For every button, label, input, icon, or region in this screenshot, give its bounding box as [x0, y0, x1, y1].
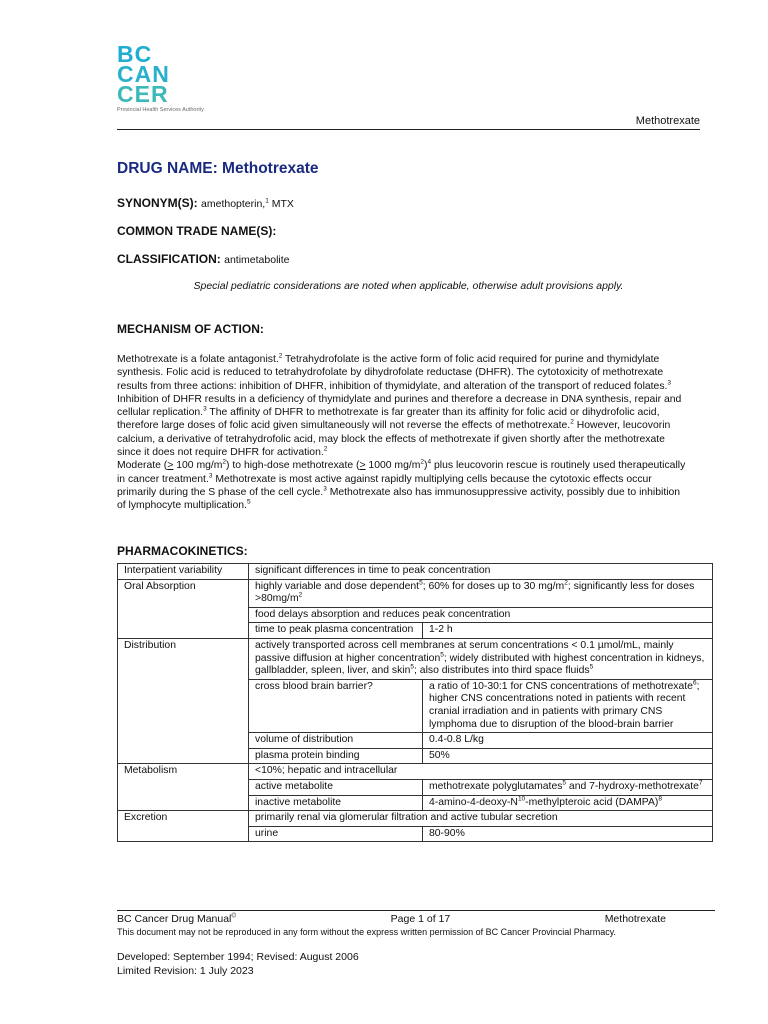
cell-urine-label: urine	[249, 826, 423, 842]
cell-inactive-label: inactive metabolite	[249, 795, 423, 811]
footer-revision: Limited Revision: 1 July 2023	[117, 965, 254, 977]
mechanism-paragraph-2: Moderate (> 100 $mg/m^2$) to high-dose methotrexate (> 1000 $mg/m^2)^4$ plus leucovorin rescue is routinely used therapeutically in cancer treatment.$^3$ Methotrexate is most active against rapidly multiplying cells because the cytotoxic effects occur primarily during the S phase of the cell cycle.$^3$ Methotrexate also has immunosuppressive activity, possibly due to inhibition of lymphocyte multiplication.$^5$	[117, 458, 686, 512]
cell-vd-value: 0.4-0.8 L/kg	[423, 733, 713, 749]
pediatric-note: Special pediatric considerations are noted when applicable, otherwise adult provisions apply.	[193, 280, 624, 292]
row-header-metabolism: Metabolism	[118, 764, 249, 811]
cell-bbb-value: a ratio of 10-30:1 for CNS concentrations of methotrexate$^6$; higher CNS concentrations noted in patients with recent cranial irradiation and in patients with primary CNS lymphoma due to disruption of the blood-brain barrier	[423, 679, 713, 732]
classification-label: CLASSIFICATION:	[117, 252, 221, 266]
footer-manual: BC Cancer Drug Manual©	[117, 912, 237, 925]
cell-oral-2: food delays absorption and reduces peak concentration	[249, 607, 713, 623]
row-header-oral: Oral Absorption	[118, 579, 249, 638]
footer-page: Page 1 of 17	[390, 913, 451, 925]
footer-line	[117, 913, 666, 925]
bc-cancer-logo	[117, 41, 237, 113]
synonyms-label: SYNONYM(S):	[117, 196, 198, 210]
cell-inactive-value: $4-amino-4-deoxy-N^{10}$-methylpteroic acid (DAMPA)$^8$	[423, 795, 713, 811]
cell-interpatient: significant differences in time to peak concentration	[249, 564, 713, 580]
cell-oral-1: highly variable and dose dependent$^5$; 60% for doses up to 30 $mg/m^2$; significantly less for doses $>80mg/m^2$	[249, 579, 713, 607]
table-row	[118, 811, 713, 827]
row-header-excretion: Excretion	[118, 811, 249, 842]
synonyms-field	[117, 196, 294, 210]
mechanism-text	[117, 353, 687, 513]
cell-ppb-value: 50%	[423, 748, 713, 764]
table-row	[118, 638, 713, 679]
pharmacokinetics-heading: PHARMACOKINETICS:	[117, 544, 248, 558]
cell-urine-value: 80-90%	[423, 826, 713, 842]
row-header-interpatient: Interpatient variability	[118, 564, 249, 580]
footer-developed: Developed: September 1994; Revised: August 2006	[117, 951, 359, 963]
cell-bbb-label: cross blood brain barrier?	[249, 679, 423, 732]
synonyms-value: amethopterin,$^1$ MTX	[201, 197, 294, 210]
footer-drug: Methotrexate	[604, 913, 666, 925]
logo-subtitle: Provincial Health Services Authority	[117, 107, 204, 113]
running-header-title: Methotrexate	[635, 115, 700, 127]
cell-vd-label: volume of distribution	[249, 733, 423, 749]
cell-active-label: active metabolite	[249, 779, 423, 795]
table-row	[118, 764, 713, 780]
classification-value: antimetabolite	[224, 254, 290, 266]
trade-names-label: COMMON TRADE NAME(S):	[117, 224, 277, 238]
logo-line-2: CAN	[117, 61, 170, 87]
cell-ppb-label: plasma protein binding	[249, 748, 423, 764]
classification-field	[117, 252, 290, 266]
row-header-distribution: Distribution	[118, 638, 249, 763]
table-row	[118, 564, 713, 580]
cell-excretion-1: primarily renal via glomerular filtration and active tubular secretion	[249, 811, 713, 827]
logo-line-1: BC	[117, 41, 153, 67]
cell-distribution-1: actively transported across cell membranes at serum concentrations < 0.1 µmol/mL, mainly passive diffusion at higher concentration$^5$; widely distributed with highest concentration in kidneys, gallbladder, spleen, liver, and skin$^5$; also distributes into third space fluids$^5$	[249, 638, 713, 679]
drug-name-heading: DRUG NAME: Methotrexate	[117, 160, 319, 177]
mechanism-paragraph-1: Methotrexate is a folate antagonist.$^2$ Tetrahydrofolate is the active form of folic acid required for purine and thymidylate synthesis. Folic acid is reduced to tetrahydrofolate by dihydrofolate reductase (DHFR). The cytotoxicity of methotrexate results from three actions: inhibition of DHFR, inhibition of thymidylate, and alteration of the transport of reduced folates.$^3$ Inhibition of DHFR results in a deficiency of thymidylate and purines and therefore a decrease in DNA synthesis, repair and cellular replication.$^3$ The affinity of DHFR to methotrexate is far greater than its affinity for folic acid or dihydrofolic acid, therefore large doses of folic acid given simultaneously will not reverse the effects of methotrexate.$^2$ However, leucovorin calcium, a derivative of tetrahydrofolic acid, may block the effects of methotrexate if given shortly after the methotrexate since it does not require DHFR for activation.$^2$	[117, 352, 682, 459]
cell-metabolism-1: <10%; hepatic and intracellular	[249, 764, 713, 780]
footer-notice: This document may not be reproduced in any form without the express written permission of BC Cancer Provincial Pharmacy.	[117, 927, 617, 937]
cell-active-value: methotrexate polyglutamates$^5$ and 7-hydroxy-methotrexate$^7$	[423, 779, 713, 795]
pharmacokinetics-table	[117, 563, 713, 842]
logo-line-3: CER	[117, 81, 169, 107]
trade-names-field	[117, 224, 276, 238]
table-row	[118, 579, 713, 607]
header-divider	[117, 129, 700, 130]
mechanism-heading: MECHANISM OF ACTION:	[117, 322, 264, 336]
cell-peak-value: 1-2 h	[423, 623, 713, 639]
footer-divider	[117, 910, 715, 911]
cell-peak-label: time to peak plasma concentration	[249, 623, 423, 639]
